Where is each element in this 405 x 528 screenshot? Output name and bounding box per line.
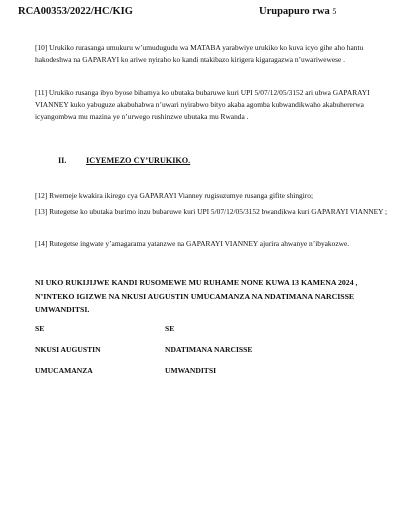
paragraph-10: [10] Urukiko rurasanga umukuru w’umudugudu wa MATABA yarabwiye urukiko ko kuva icyo gihe aho hantu hakodeshwa na GAPARAYI ko ariwe nyiraho ko kandi ntakibazo kirigera kigaragazwa n’uwariwewese . <box>35 43 364 64</box>
section-number: II. <box>58 156 67 165</box>
page-number: 5 <box>332 7 337 16</box>
closing-declaration: NI UKO RUKIJIJWE KANDI RUSOMEWE MU RUHAME NONE KUWA 13 KAMENA 2024 , N’INTEKO IGIZWE NA NKUSI AUGUSTIN UMUCAMANZA NA NDATIMANA NARCISSE UMWANDITSI. <box>35 278 358 314</box>
page-indicator <box>259 6 336 17</box>
decision-13: [13] Rutegetse ko ubutaka burimo inzu bubaruwe kuri UPI 5/07/12/05/3152 bwandikwa kuri GAPARAYI VIANNEY ; <box>35 207 388 216</box>
paragraph-11: [11] Urukiko rusanga ibyo byose bihamya ko ubutaka bubaruwe kuri UPI 5/07/12/05/3152 ari ubwa GAPARAYI VIANNEY kuko yabuguze akabuhabwa n’uwari nyirabwo bityo akaba agomba kubwandikwaho akabuhererwa icyangombwa mu mazina ye n’urwego rushinzwe ubutaka mu Rwanda . <box>35 88 370 121</box>
decision-12: [12] Rwemeje kwakira ikirego cya GAPARAYI Vianney rugisuzumye rusanga gifite shingiro; <box>35 191 314 200</box>
section-title: ICYEMEZO CY’URUKIKO. <box>86 156 191 165</box>
decision-14: [14] Rutegetse ingwate y’amagarama yatanzwe na GAPARAYI VIANNEY ajurira ahwanye n’ibyakozwe. <box>35 239 350 248</box>
judge-name: NKUSI AUGUSTIN <box>35 345 101 354</box>
signature-se-clerk: SE <box>165 324 175 333</box>
clerk-role: UMWANDITSI <box>165 366 217 375</box>
signature-se-judge: SE <box>35 324 45 333</box>
page-label: Urupapuro rwa <box>259 6 330 17</box>
case-number: RCA00353/2022/HC/KIG <box>18 6 133 17</box>
clerk-name: NDATIMANA NARCISSE <box>165 345 253 354</box>
section-heading <box>58 156 190 165</box>
judge-role: UMUCAMANZA <box>35 366 93 375</box>
